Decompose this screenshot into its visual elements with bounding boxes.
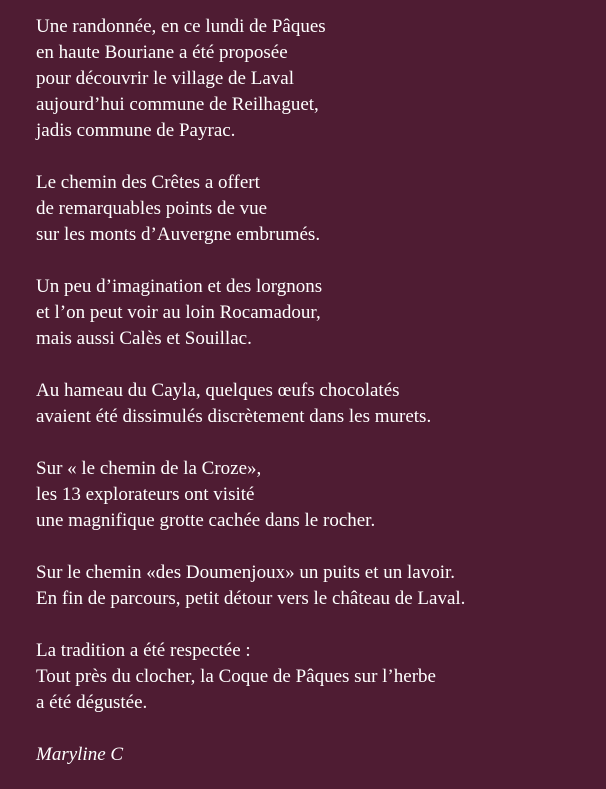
poem-line: de remarquables points de vue xyxy=(36,198,268,219)
poem-line: et l’on peut voir au loin Rocamadour, xyxy=(36,302,321,323)
poem-line: les 13 explorateurs ont visité xyxy=(36,484,255,505)
poem-line: a été dégustée. xyxy=(36,692,148,713)
poem-line: pour découvrir le village de Laval xyxy=(36,68,294,89)
poem-line: Un peu d’imagination et des lorgnons xyxy=(36,276,323,297)
stanza-7 xyxy=(36,638,606,716)
poem-line: Sur le chemin «des Doumenjoux» un puits et un lavoir. xyxy=(36,562,456,583)
poem-line: Au hameau du Cayla, quelques œufs chocolatés xyxy=(36,380,400,401)
poem-line: sur les monts d’Auvergne embrumés. xyxy=(36,224,321,245)
poem-line: en haute Bouriane a été proposée xyxy=(36,42,288,63)
poem-line: Sur « le chemin de la Croze», xyxy=(36,458,262,479)
stanza-5 xyxy=(36,456,606,534)
poem-line: mais aussi Calès et Souillac. xyxy=(36,328,252,349)
poem-line: Tout près du clocher, la Coque de Pâques sur l’herbe xyxy=(36,666,436,687)
poem-line: aujourd’hui commune de Reilhaguet, xyxy=(36,94,319,115)
author-signature: Maryline C xyxy=(36,744,124,765)
stanza-1 xyxy=(36,14,606,144)
stanza-2 xyxy=(36,170,606,248)
poem-line: jadis commune de Payrac. xyxy=(36,120,236,141)
stanza-6 xyxy=(36,560,606,612)
stanza-4 xyxy=(36,378,606,430)
poem-line: une magnifique grotte cachée dans le rocher. xyxy=(36,510,376,531)
poem-line: Une randonnée, en ce lundi de Pâques xyxy=(36,16,326,37)
poem-line: Le chemin des Crêtes a offert xyxy=(36,172,260,193)
poem-line: La tradition a été respectée : xyxy=(36,640,251,661)
stanza-3 xyxy=(36,274,606,352)
poem-line: En fin de parcours, petit détour vers le château de Laval. xyxy=(36,588,466,609)
poem-line: avaient été dissimulés discrètement dans les murets. xyxy=(36,406,432,427)
